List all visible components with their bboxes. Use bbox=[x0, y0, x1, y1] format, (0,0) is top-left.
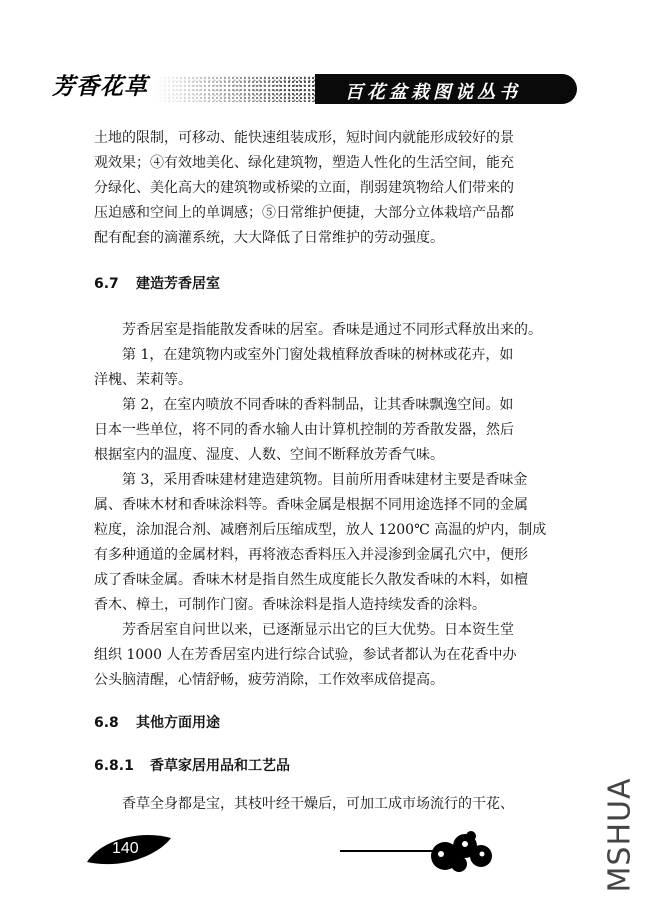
paragraph-1 bbox=[94, 126, 562, 251]
text-line: 粒度，涂加混合剂、减磨剂后压缩成型，放人 1200℃ 高温的炉内，制成 bbox=[94, 522, 547, 538]
section-title: 其他方面用途 bbox=[136, 715, 220, 731]
paragraph-7: 香草全身都是宝，其枝叶经干燥后，可加工成市场流行的干花、 bbox=[122, 796, 514, 812]
watermark bbox=[600, 777, 640, 893]
text-line: 压迫感和空间上的单调感；⑤日常维护便捷，大部分立体栽培产品都 bbox=[94, 205, 514, 221]
text-line: 组织 1000 人在芳香居室内进行综合试验，参试者都认为在花香中办 bbox=[94, 647, 517, 663]
footer-rule bbox=[340, 850, 435, 852]
book-title: 芳香花草 bbox=[52, 73, 148, 100]
text-line: 芳香居室自问世以来，已逐渐显示出它的巨大优势。日本资生堂 bbox=[122, 622, 514, 638]
flower-ornament-icon bbox=[425, 826, 497, 872]
text-line: 分绿化、美化高大的建筑物或桥梁的立面，削弱建筑物给人们带来的 bbox=[94, 180, 514, 196]
text-line: 配有配套的滴灌系统，大大降低了日常维护的劳动强度。 bbox=[94, 230, 444, 246]
page-body bbox=[94, 126, 562, 817]
text-line: 土地的限制，可移动、能快速组装成形，短时间内就能形成较好的景 bbox=[94, 130, 514, 146]
text-line: 洋槐、茉莉等。 bbox=[94, 372, 192, 388]
header-texture bbox=[155, 76, 330, 102]
text-line: 第 3，采用香味建材建造建筑物。目前所用香味建材主要是香味金 bbox=[122, 472, 528, 488]
paragraph-2: 芳香居室是指能散发香味的居室。香味是通过不同形式释放出来的。 bbox=[122, 322, 542, 338]
text-line: 有多种通道的金属材料，再将液态香料压入并浸渗到金属孔穴中，便形 bbox=[94, 547, 528, 563]
paragraph-3 bbox=[94, 343, 562, 393]
text-line: 根据室内的温度、湿度、人数、空间不断释放芳香气味。 bbox=[94, 447, 444, 463]
watermark-text: MSHUA bbox=[602, 777, 638, 893]
text-line: 观效果；④有效地美化、绿化建筑物，塑造人性化的生活空间，能充 bbox=[94, 155, 514, 171]
page-number: 140 bbox=[112, 840, 139, 857]
series-title: 百花盆栽图说丛书 bbox=[345, 82, 521, 103]
text-line: 第 2，在室内喷放不同香味的香料制品，让其香味飘逸空间。如 bbox=[122, 397, 514, 413]
paragraph-5 bbox=[94, 468, 562, 618]
section-title: 建造芳香居室 bbox=[136, 276, 220, 292]
page-header bbox=[0, 62, 646, 122]
text-line: 属、香味木材和香味涂料等。香味金属是根据不同用途选择不同的金属 bbox=[94, 497, 528, 513]
section-number: 6.8 bbox=[94, 715, 119, 731]
text-line: 香木、樟土，可制作门窗。香味涂料是指人造持续发香的涂料。 bbox=[94, 597, 486, 613]
subsection-heading-6-8-1 bbox=[94, 754, 562, 779]
section-number: 6.7 bbox=[94, 276, 119, 292]
text-line: 第 1，在建筑物内或室外门窗处栽植释放香味的树林或花卉，如 bbox=[122, 347, 514, 363]
subsection-title: 香草家居用品和工艺品 bbox=[150, 758, 290, 774]
subsection-number: 6.8.1 bbox=[94, 758, 134, 774]
text-line: 公头脑清醒，心情舒畅，疲劳消除，工作效率成倍提高。 bbox=[94, 672, 444, 688]
section-heading-6-7 bbox=[94, 272, 562, 297]
section-heading-6-8 bbox=[94, 711, 562, 736]
paragraph-4 bbox=[94, 393, 562, 468]
text-line: 成了香味金属。香味木材是指自然生成度能长久散发香味的木料，如檀 bbox=[94, 572, 528, 588]
paragraph-6 bbox=[94, 618, 562, 693]
text-line: 日本一些单位，将不同的香水输人由计算机控制的芳香散发器，然后 bbox=[94, 422, 514, 438]
